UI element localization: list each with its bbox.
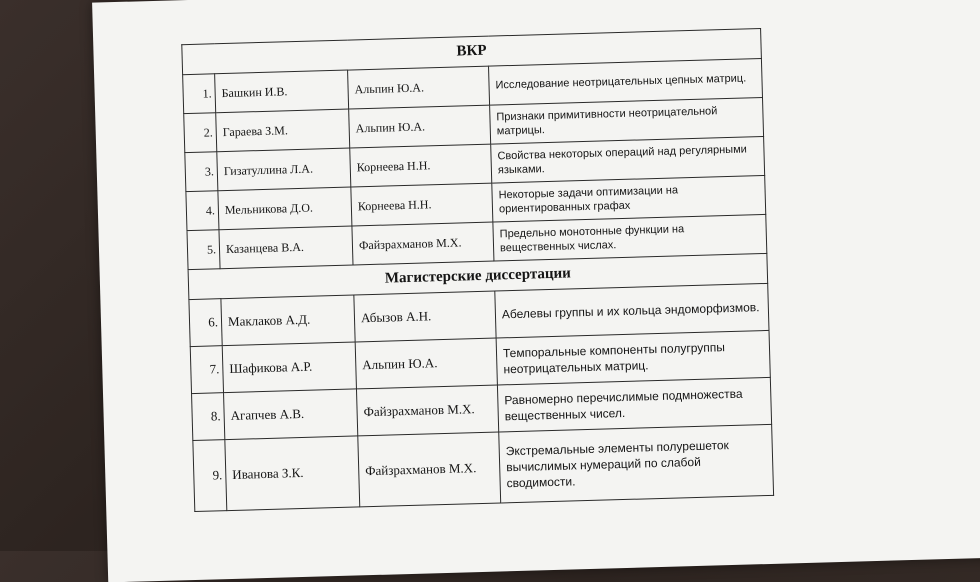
row-number: 3. [185,152,218,192]
student-name: Шафикова А.Р. [222,342,356,393]
row-number: 6. [189,299,222,347]
student-name: Башкин И.В. [215,70,349,113]
row-number: 9. [193,440,227,512]
section-heading-masters: Магистерские диссертации [188,253,768,299]
thesis-table-container [181,28,774,512]
thesis-topic: Некоторые задачи оптимизации на ориентированных графах [492,175,766,222]
student-name: Казанцева В.А. [219,226,353,269]
student-name: Гизатуллина Л.А. [217,148,351,191]
thesis-topic: Предельно монотонные функции на вещественных числах. [493,214,767,261]
student-name: Агапчев А.В. [224,389,358,440]
advisor-name: Файзрахманов М.Х. [352,222,494,265]
student-name: Гараева З.М. [216,109,350,152]
row-number: 5. [187,230,220,270]
advisor-name: Альпин Ю.А. [349,105,491,148]
thesis-topic: Абелевы группы и их кольца эндоморфизмов. [495,283,769,338]
table-row [193,424,774,511]
advisor-name: Файзрахманов М.Х. [358,432,501,507]
thesis-topic: Признаки примитивности неотрицательной матрицы. [490,97,764,144]
row-number: 1. [183,74,216,114]
advisor-name: Файзрахманов М.Х. [356,385,498,436]
row-number: 8. [192,393,225,441]
row-number: 7. [190,346,223,394]
row-number: 4. [186,191,219,231]
advisor-name: Альпин Ю.А. [348,66,490,109]
advisor-name: Абызов А.Н. [354,291,496,342]
thesis-topic: Темпоральные компоненты полугруппы неотрицательных матриц. [496,330,770,385]
advisor-name: Корнеева Н.Н. [351,183,493,226]
student-name: Иванова З.К. [225,436,360,511]
paper-sheet [92,0,980,582]
student-name: Мельникова Д.О. [218,187,352,230]
thesis-topic: Исследование неотрицательных цепных матриц. [489,59,763,106]
thesis-topic: Равномерно перечислимые подмножества вещественных чисел. [497,377,771,432]
row-number: 2. [184,113,217,153]
section-heading-vkr: ВКР [182,29,762,75]
advisor-name: Альпин Ю.А. [355,338,497,389]
thesis-topic: Экстремальные элементы полурешеток вычислимых нумераций по слабой сводимости. [499,424,774,503]
thesis-table [181,28,774,512]
student-name: Маклаков А.Д. [221,295,355,346]
advisor-name: Корнеева Н.Н. [350,144,492,187]
thesis-topic: Свойства некоторых операций над регулярными языками. [491,136,765,183]
